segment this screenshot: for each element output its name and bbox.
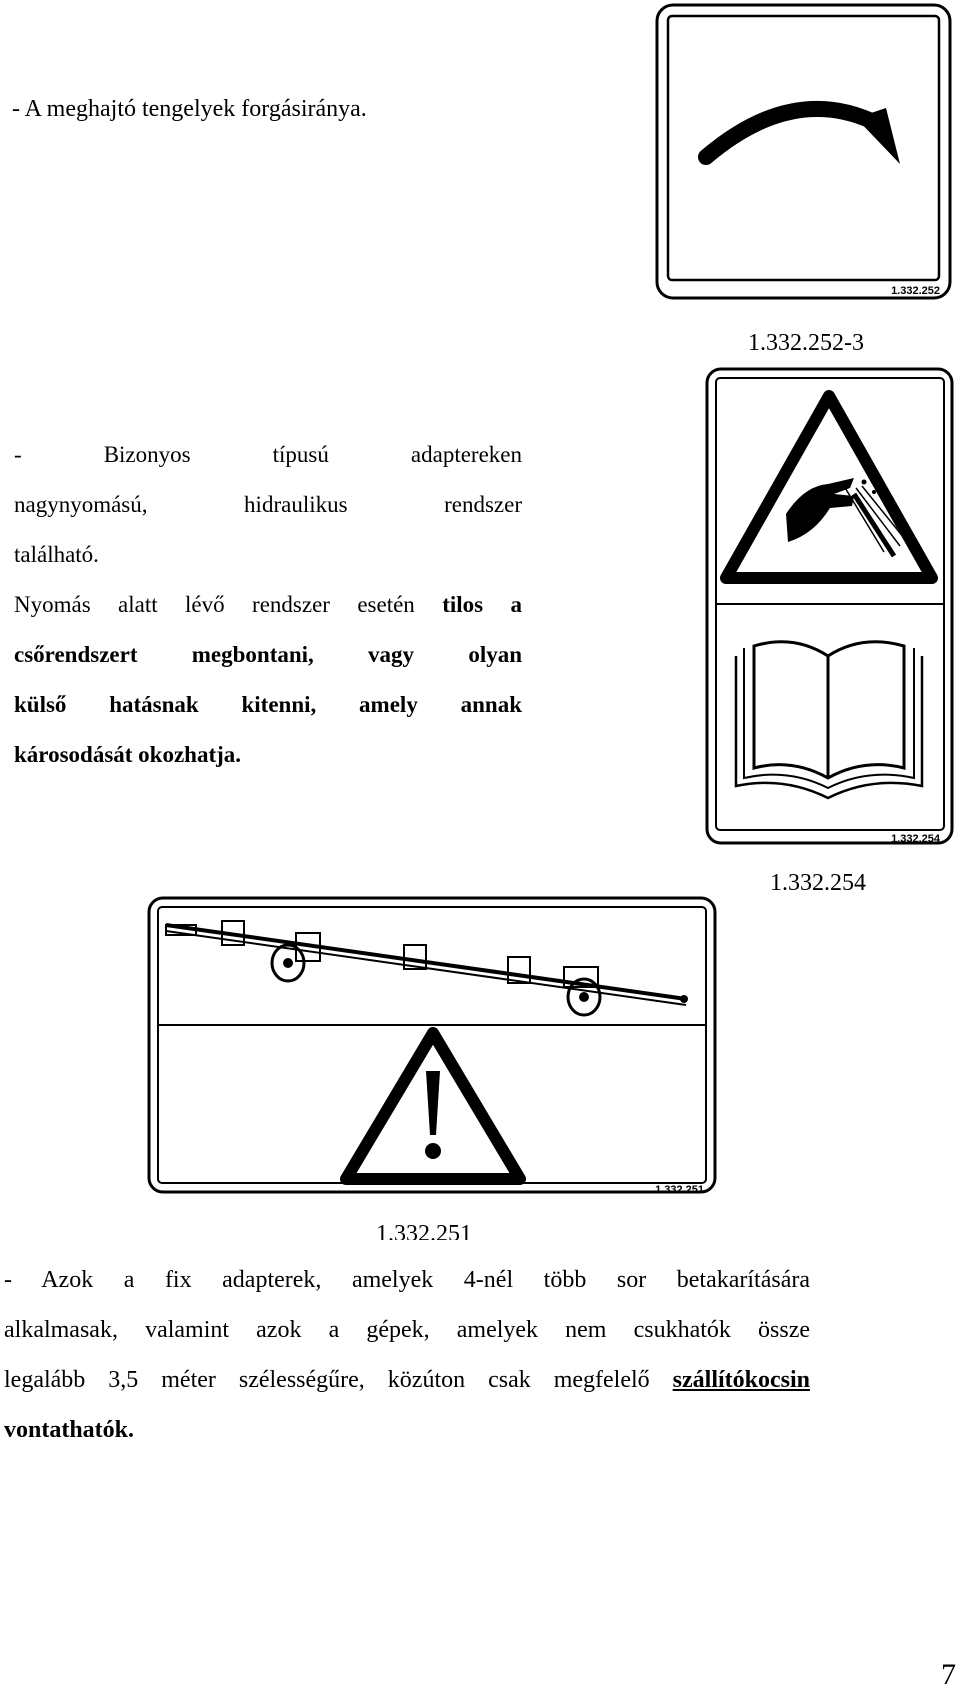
para-line <box>14 580 522 630</box>
para-text: Nyomás alatt lévő rendszer esetén <box>14 592 443 617</box>
hydraulic-hazard-sign <box>704 366 956 846</box>
sign-caption: 1.332.254 <box>770 870 866 896</box>
para-line: vontathatók. <box>4 1417 135 1443</box>
para-bold-text: szállítókocsin <box>672 1367 810 1393</box>
sign-label: 1.332.254 <box>891 833 940 845</box>
para-line: - Azok a fix adapterek, amelyek 4-nél több sor betakarítására <box>4 1267 810 1293</box>
para-line: alkalmasak, valamint azok a gépek, amelyek nem csukhatók össze <box>4 1317 810 1343</box>
rotation-direction-text: - A meghajtó tengelyek forgásiránya. <box>12 96 367 122</box>
sign-label: 1.332.252 <box>891 285 940 297</box>
para-text: legalább 3,5 méter szélességűre, közúton csak megfelelő <box>4 1367 673 1393</box>
sign-label: 1.332.251 <box>655 1184 704 1196</box>
para-line: csőrendszert megbontani, vagy olyan <box>14 642 522 667</box>
para-bold-text: tilos a <box>442 592 522 617</box>
sign-caption: 1.332.251 <box>376 1221 472 1240</box>
transport-trailer-icon <box>166 921 688 1015</box>
hydraulic-warning-paragraph <box>14 430 522 780</box>
para-line <box>4 1355 810 1405</box>
para-line: található. <box>14 542 99 567</box>
rotation-sign <box>654 2 954 302</box>
page-number: 7 <box>941 1658 956 1691</box>
rotation-arrow-icon <box>706 108 900 164</box>
para-line: nagynyomású, hidraulikus rendszer <box>14 492 522 517</box>
manual-book-icon <box>736 642 922 798</box>
para-line: - Bizonyos típusú adaptereken <box>14 442 522 467</box>
transport-paragraph <box>4 1255 810 1455</box>
exclamation-warning-icon <box>346 1033 520 1179</box>
transport-warning-sign <box>146 895 720 1197</box>
hydraulic-hazard-icon <box>726 396 932 578</box>
sign-caption: 1.332.252-3 <box>748 330 864 356</box>
para-line: károsodását okozhatja. <box>14 742 242 767</box>
para-line: külső hatásnak kitenni, amely annak <box>14 692 522 717</box>
